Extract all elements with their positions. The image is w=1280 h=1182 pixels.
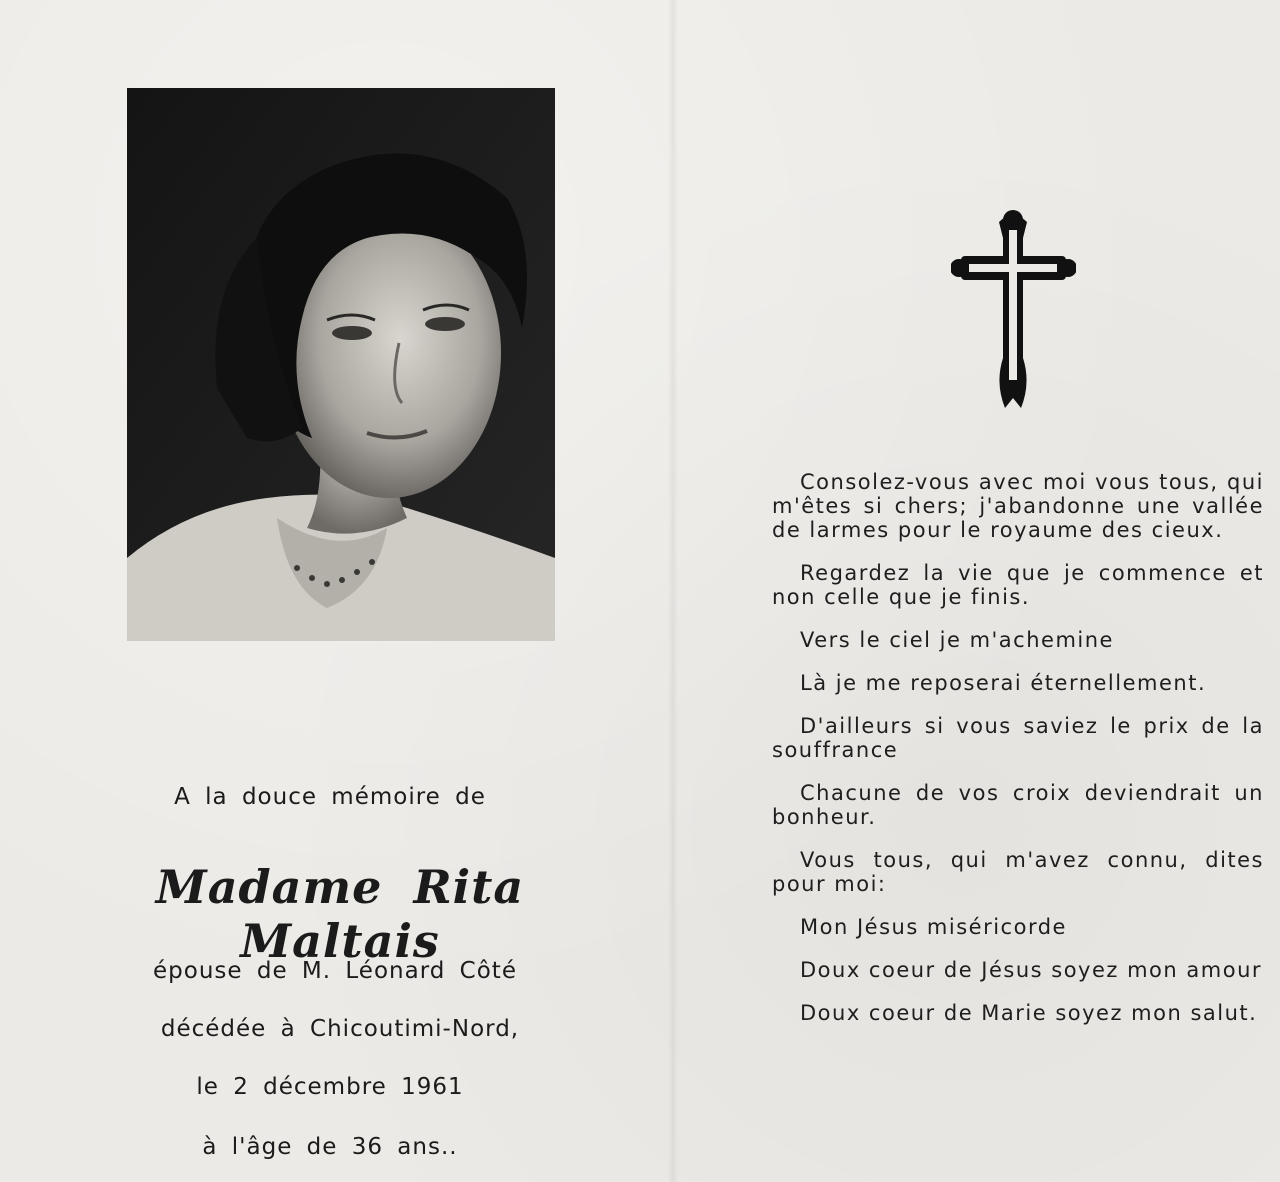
portrait-photo — [127, 88, 555, 641]
spouse-line: épouse de M. Léonard Côté — [153, 958, 517, 984]
prayer-paragraph: Chacune de vos croix deviendrait un bonheur. — [772, 781, 1264, 829]
prayer-paragraph: D'ailleurs si vous saviez le prix de la souffrance — [772, 714, 1264, 762]
prayer-paragraph: Mon Jésus miséricorde — [800, 915, 1067, 939]
latin-cross-icon — [951, 208, 1076, 413]
prayer-paragraph: Doux coeur de Jésus soyez mon amour — [800, 958, 1263, 982]
prayer-paragraph: Consolez-vous avec moi vous tous, qui m'êtes si chers; j'abandonne une vallée de larmes pour le royaume des cieux. — [772, 470, 1264, 542]
prayer-paragraph: Vous tous, qui m'avez connu, dites pour moi: — [772, 848, 1264, 896]
prayer-text — [772, 470, 1264, 1044]
prayer-paragraph: Regardez la vie que je commence et non celle que je finis. — [772, 561, 1264, 609]
death-place-line: décédée à Chicoutimi-Nord, — [160, 1016, 520, 1042]
prayer-paragraph: Doux coeur de Marie soyez mon salut. — [800, 1001, 1258, 1025]
memory-heading: A la douce mémoire de — [174, 784, 486, 810]
age-line: à l'âge de 36 ans.. — [202, 1134, 458, 1160]
prayer-paragraph: Là je me reposerai éternellement. — [800, 671, 1207, 695]
deceased-name: Madame Rita Maltais — [155, 860, 525, 968]
death-date-line: le 2 décembre 1961 — [196, 1074, 464, 1100]
card-fold — [668, 0, 678, 1182]
prayer-paragraph: Vers le ciel je m'achemine — [800, 628, 1114, 652]
